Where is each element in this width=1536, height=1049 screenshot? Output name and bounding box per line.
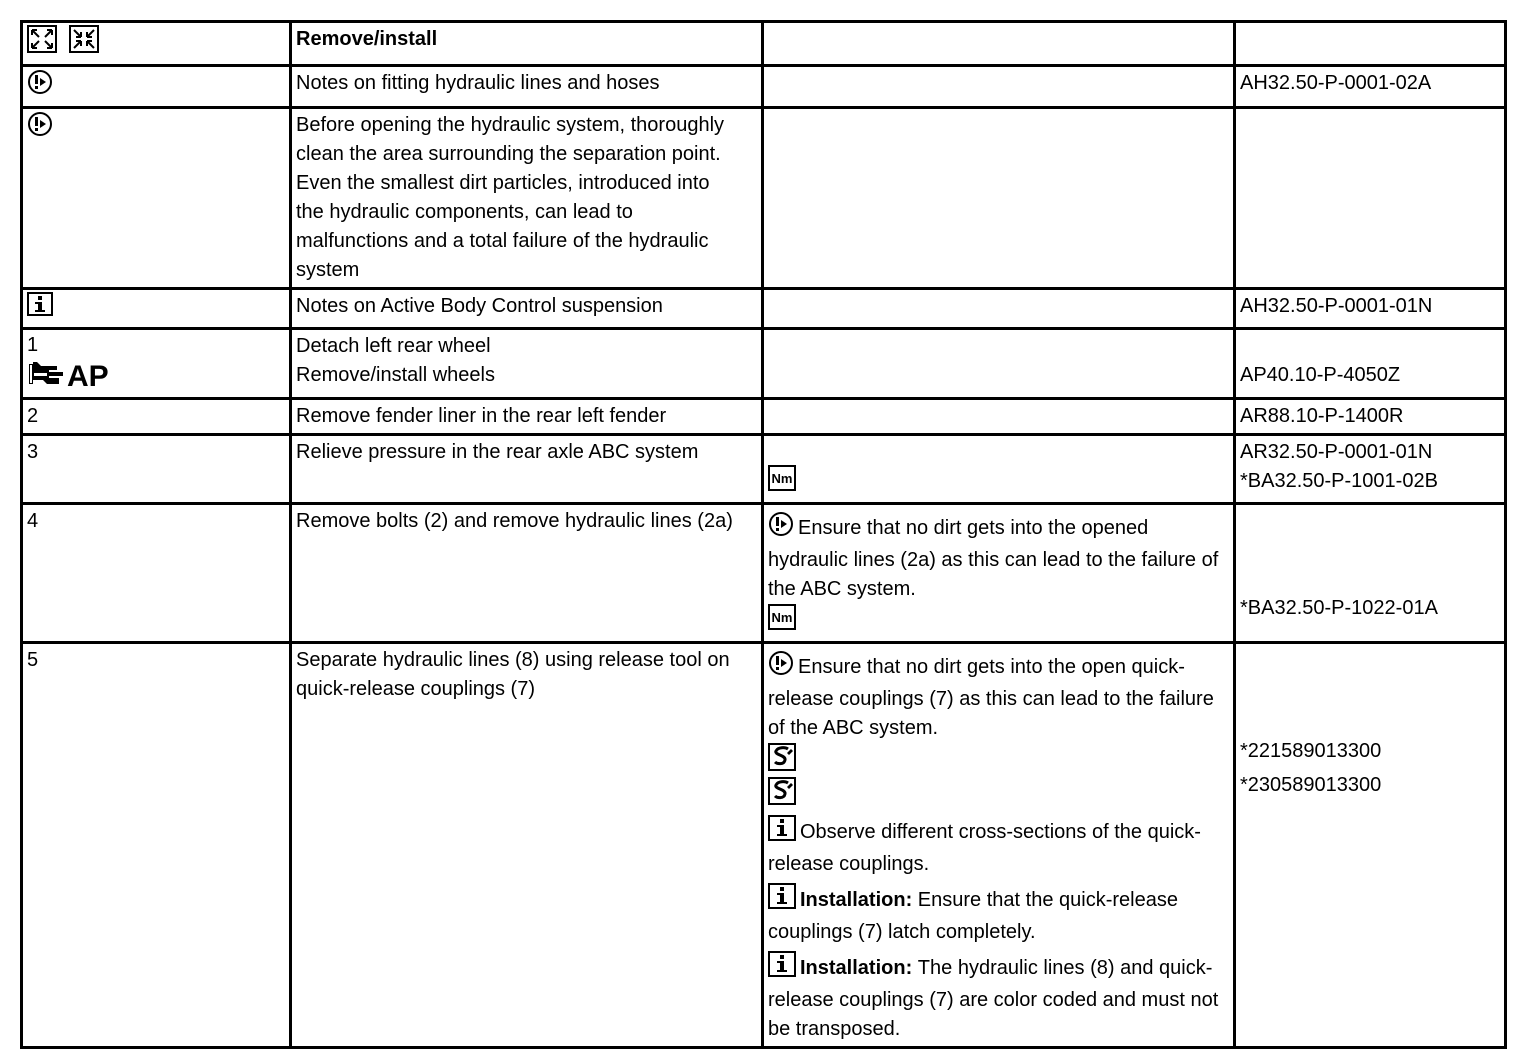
info-text: The hydraulic lines (8) and quick-release couplings (7) are color coded and must not be transposed. <box>768 956 1219 1040</box>
step-cell <box>22 643 291 1048</box>
torque-nm-icon[interactable] <box>768 465 796 500</box>
action-text: Before opening the hydraulic system, thoroughly clean the area surrounding the separation point. Even the smallest dirt particles, introduced into the hydraulic components, can lead to malfunctions and a total failure of the hydraulic system <box>296 114 725 281</box>
note-cell <box>763 289 1235 329</box>
ref-cell <box>1235 329 1506 399</box>
ref-cell <box>1235 435 1506 504</box>
header-title <box>291 22 763 66</box>
action-cell <box>291 504 763 643</box>
action-text: Remove bolts (2) and remove hydraulic lines (2a) <box>296 510 733 532</box>
header-empty-cell <box>763 22 1235 66</box>
caution-icon <box>27 111 53 146</box>
document-reference-link[interactable]: AR88.10-P-1400R <box>1240 405 1404 427</box>
note-cell <box>763 435 1235 504</box>
note-cell <box>763 504 1235 643</box>
document-reference-link[interactable]: AR32.50-P-0001-01N <box>1240 441 1433 463</box>
ap-label: AP <box>67 359 109 393</box>
torque-label: Nm <box>771 471 793 486</box>
procedure-table <box>20 20 1507 1049</box>
action-text: Notes on fitting hydraulic lines and hoses <box>296 72 660 94</box>
table-row <box>22 108 1506 289</box>
caution-icon <box>27 69 53 104</box>
step-cell <box>22 504 291 643</box>
step-number: 4 <box>27 510 39 532</box>
step-cell <box>22 66 291 108</box>
step-cell <box>22 329 291 399</box>
tool-reference-link[interactable]: *221589013300 <box>1240 740 1382 762</box>
special-tool-line <box>768 777 1229 813</box>
installation-label: Installation: <box>800 956 913 979</box>
caution-note <box>768 511 1229 604</box>
note-text: Ensure that no dirt gets into the opened hydraulic lines (2a) as this can lead to the failure of the ABC system. <box>768 516 1219 600</box>
info-note <box>768 951 1229 1044</box>
special-tool-icon[interactable] <box>768 777 796 814</box>
step-cell <box>22 108 291 289</box>
special-tool-line <box>768 743 1229 777</box>
step-cell <box>22 399 291 435</box>
caution-icon <box>768 511 794 546</box>
action-cell <box>291 329 763 399</box>
action-cell <box>291 399 763 435</box>
info-note <box>768 883 1229 947</box>
ref-cell <box>1235 399 1506 435</box>
table-row <box>22 289 1506 329</box>
action-cell <box>291 108 763 289</box>
document-reference-link[interactable]: AP40.10-P-4050Z <box>1240 364 1401 386</box>
tool-reference-link[interactable]: *230589013300 <box>1240 774 1382 796</box>
note-cell <box>763 329 1235 399</box>
info-icon <box>768 951 796 986</box>
installation-label: Installation: <box>800 888 913 911</box>
action-cell <box>291 66 763 108</box>
torque-label: Nm <box>771 610 793 625</box>
info-text: Observe different cross-sections of the quick-release couplings. <box>768 820 1201 875</box>
header-empty-cell <box>1235 22 1506 66</box>
action-text: Separate hydraulic lines (8) using release tool on quick-release couplings (7) <box>296 649 730 700</box>
table-row <box>22 399 1506 435</box>
info-icon <box>768 815 796 850</box>
action-text: Notes on Active Body Control suspension <box>296 295 663 317</box>
action-cell <box>291 643 763 1048</box>
step-number: 2 <box>27 405 39 427</box>
pointing-hand-icon <box>27 358 65 395</box>
special-tool-icon[interactable] <box>768 743 796 780</box>
note-cell <box>763 66 1235 108</box>
table-row <box>22 66 1506 108</box>
info-text: Ensure that the quick-release couplings (7) latch completely. <box>768 888 1178 943</box>
action-text: Remove fender liner in the rear left fender <box>296 405 667 427</box>
document-reference-link[interactable]: AH32.50-P-0001-01N <box>1240 295 1433 317</box>
header-row <box>22 22 1506 66</box>
step-cell <box>22 289 291 329</box>
page-title: Remove/install <box>296 28 438 50</box>
step-number: 3 <box>27 441 39 463</box>
info-icon <box>768 883 796 918</box>
note-cell <box>763 399 1235 435</box>
caution-note <box>768 650 1229 743</box>
table-row <box>22 504 1506 643</box>
ref-cell <box>1235 108 1506 289</box>
info-icon <box>27 292 53 325</box>
expand-arrows-icon[interactable] <box>27 25 57 62</box>
caution-icon <box>768 650 794 685</box>
collapse-arrows-icon[interactable] <box>69 25 99 62</box>
document-reference-link[interactable]: AH32.50-P-0001-02A <box>1240 72 1432 94</box>
step-cell <box>22 435 291 504</box>
action-text: Relieve pressure in the rear axle ABC system <box>296 441 699 463</box>
header-icons-cell <box>22 22 291 66</box>
step-number: 1 <box>27 334 39 356</box>
step-number: 5 <box>27 649 39 671</box>
document-reference-link[interactable]: *BA32.50-P-1022-01A <box>1240 597 1438 619</box>
work-procedure-marker <box>27 358 109 395</box>
table-row <box>22 329 1506 399</box>
info-note <box>768 815 1229 879</box>
action-text: Remove/install wheels <box>296 364 495 386</box>
note-cell <box>763 108 1235 289</box>
action-cell <box>291 289 763 329</box>
action-cell <box>291 435 763 504</box>
note-cell <box>763 643 1235 1048</box>
ref-cell <box>1235 504 1506 643</box>
table-row <box>22 435 1506 504</box>
document-reference-link[interactable]: *BA32.50-P-1001-02B <box>1240 470 1438 492</box>
note-text: Ensure that no dirt gets into the open quick-release couplings (7) as this can lead to the failure of the ABC system. <box>768 655 1214 739</box>
ref-cell <box>1235 289 1506 329</box>
ref-cell <box>1235 643 1506 1048</box>
torque-nm-icon[interactable] <box>768 604 796 639</box>
table-row <box>22 643 1506 1048</box>
action-text: Detach left rear wheel <box>296 335 491 357</box>
ref-cell <box>1235 66 1506 108</box>
